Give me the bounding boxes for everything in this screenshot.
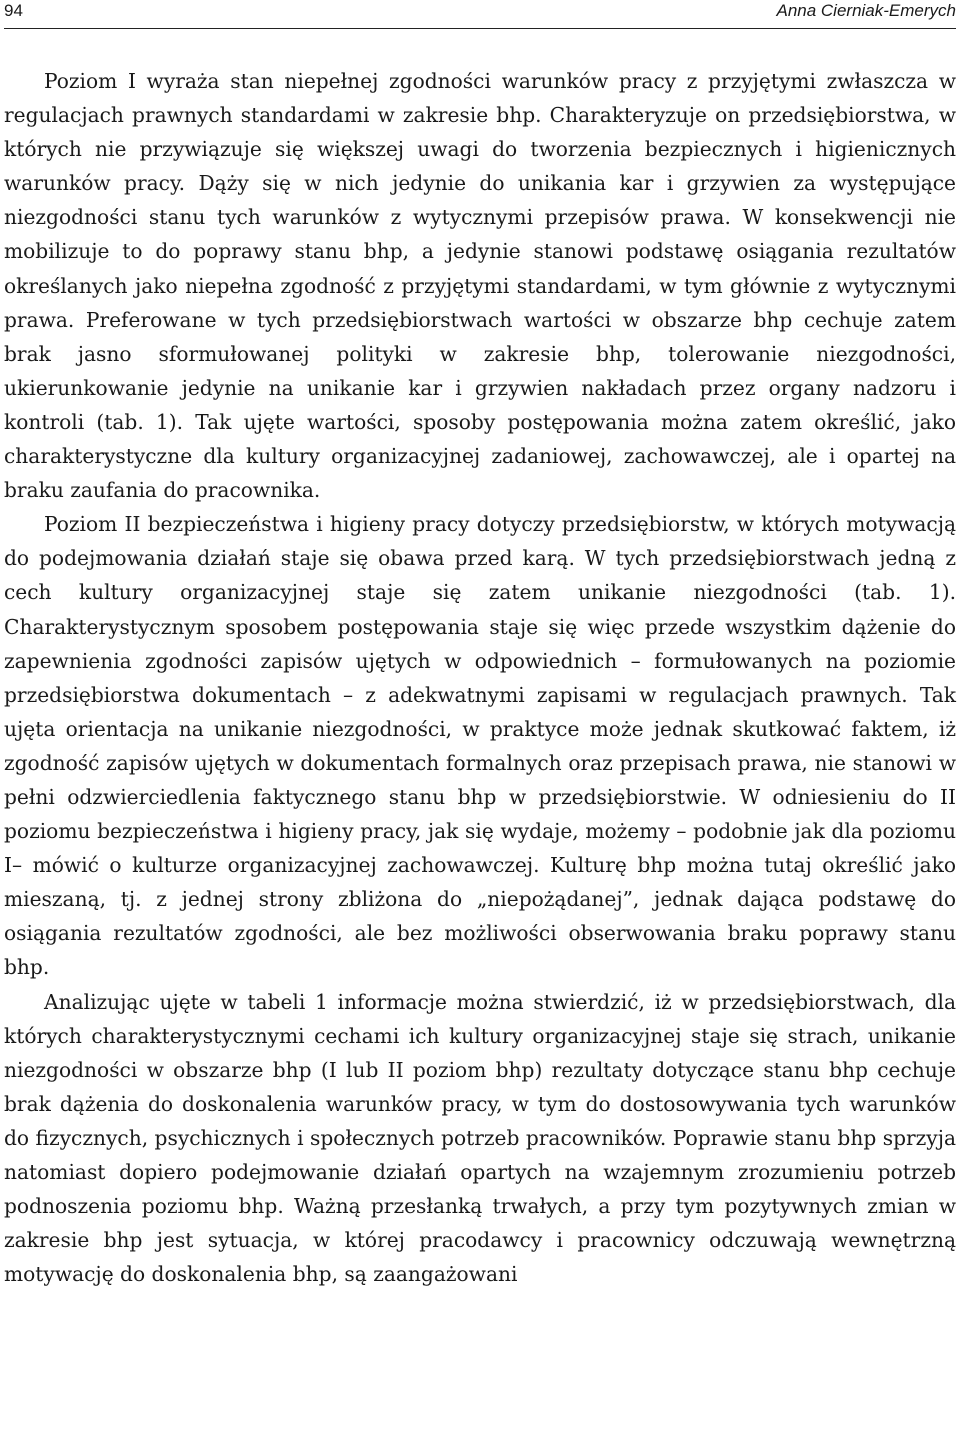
paragraph-level-1: Poziom I wyraża stan niepełnej zgodności warunków pracy z przyjętymi zwłaszcza w regulacjach prawnych standardami w zakresie bhp. Charakteryzuje on przedsiębiorstwa, w których nie przywiązuje się większej uwagi do tworzenia bezpiecznych i higienicznych warunków pracy. Dąży się w nich jedynie do unikania kar i grzywien za występujące niezgodności stanu tych warunków z wytycznymi przepisów prawa. W konsekwencji nie mobilizuje to do poprawy stanu bhp, a jedynie stanowi podstawę osiągania rezultatów określanych jako niepełna zgodność z przyjętymi standardami, w tym głównie z wytycznymi prawa. Preferowane w tych przedsiębiorstwach wartości w obszarze bhp cechuje zatem brak jasno sformułowanej polityki w zakresie bhp, tolerowanie niezgodności, ukierunkowanie jedynie na unikanie kar i grzywien nakładach przez organy nadzoru i kontroli (tab. 1). Tak ujęte wartości, sposoby postępowania można zatem określić, jako charakterystyczne dla kultury organizacyjnej zadaniowej, zachowawczej, ale i opartej na braku zaufania do pracownika. [4, 69, 956, 503]
page-number: 94 [4, 1, 23, 20]
body-text [4, 64, 956, 1291]
paragraph-level-2: Poziom II bezpieczeństwa i higieny pracy dotyczy przedsiębiorstw, w których motywacją do podejmowania działań staje się obawa przed karą. W tych przedsiębiorstwach jedną z cech kultury organizacyjnej staje się zatem unikanie niezgodności (tab. 1). Charakterystycznym sposobem postępowania staje się więc przede wszystkim dążenie do zapewnienia zgodności zapisów ujętych w odpowiednich – formułowanych na poziomie przedsiębiorstwa dokumentach – z adekwatnymi zapisami w regulacjach prawnych. Tak ujęta orientacja na unikanie niezgodności, w praktyce może jednak skutkować faktem, iż zgodność zapisów ujętych w dokumentach formalnych oraz przepisach prawa, nie stanowi w pełni odzwierciedlenia faktycznego stanu bhp w przedsiębiorstwie. W odniesieniu do II poziomu bezpieczeństwa i higieny pracy, jak się wydaje, możemy – podobnie jak dla poziomu I– mówić o kulturze organizacyjnej zachowawczej. Kulturę bhp można tutaj określić jako mieszaną, tj. z jednej strony zbliżona do „niepożądanej”, jednak dająca podstawę do osiągania rezultatów zgodności, ale bez możliwości obserwowania braku poprawy stanu bhp. [4, 512, 956, 980]
running-header [4, 0, 956, 29]
paragraph-analysis: Analizując ujęte w tabeli 1 informacje można stwierdzić, iż w przedsiębiorstwach, dla których charakterystycznymi cechami ich kultury organizacyjnej staje się strach, unikanie niezgodności w obszarze bhp (I lub II poziom bhp) rezultaty dotyczące stanu bhp cechuje brak dążenia do doskonalenia warunków pracy, w tym do dostosowywania tych warunków do fizycznych, psychicznych i społecznych potrzeb pracowników. Poprawie stanu bhp sprzyja natomiast dopiero podejmowanie działań opartych na wzajemnym zrozumieniu potrzeb podnoszenia poziomu bhp. Ważną przesłanką trwałych, a przy tym pozytywnych zmian w zakresie bhp jest sytuacja, w której pracodawcy i pracownicy odczuwają wewnętrzną motywację do doskonalenia bhp, są zaangażowani [4, 989, 956, 1287]
running-head-author: Anna Cierniak-Emerych [776, 1, 956, 20]
